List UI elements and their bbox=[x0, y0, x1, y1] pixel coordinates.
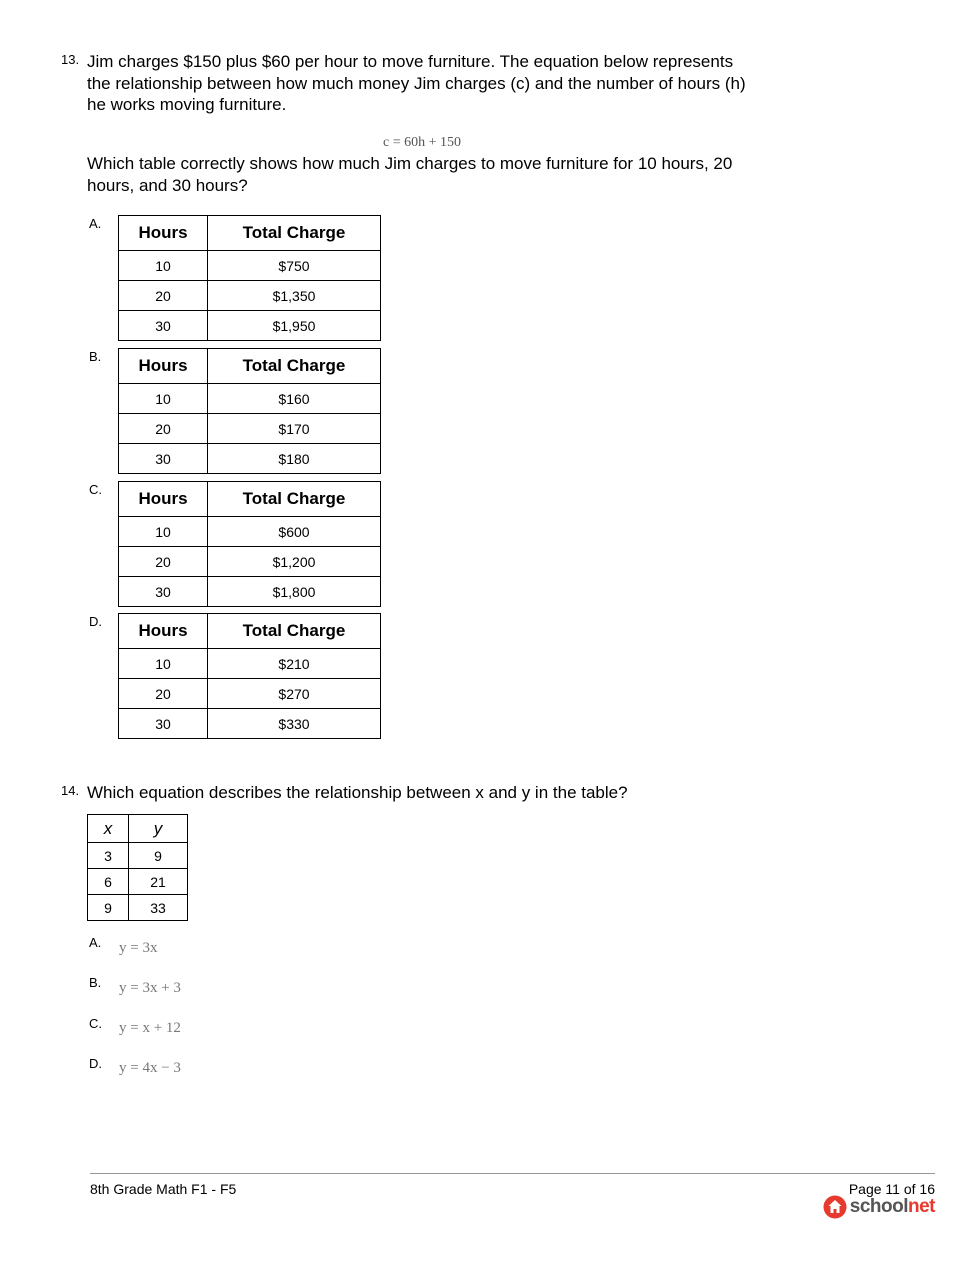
logo-wordmark bbox=[850, 1196, 935, 1218]
q13-equation: c = 60h + 150 bbox=[383, 135, 462, 150]
total-charge-header: Total Charge bbox=[208, 614, 381, 649]
q13-option-a-table bbox=[118, 215, 381, 341]
y-cell: 33 bbox=[129, 895, 188, 921]
table-row bbox=[119, 311, 381, 341]
hours-cell: 20 bbox=[119, 547, 208, 577]
hours-cell: 10 bbox=[119, 251, 208, 281]
x-cell: 9 bbox=[88, 895, 129, 921]
q13-option-b-letter[interactable]: B. bbox=[89, 349, 102, 364]
q14-number: 14. bbox=[61, 783, 80, 798]
hours-cell: 10 bbox=[119, 517, 208, 547]
hours-cell: 10 bbox=[119, 384, 208, 414]
logo-text-school: school bbox=[849, 1196, 908, 1217]
charge-cell: $210 bbox=[208, 649, 381, 679]
charge-cell: $1,200 bbox=[208, 547, 381, 577]
q14-option-a-letter[interactable]: A. bbox=[89, 935, 102, 950]
table-row bbox=[119, 709, 381, 739]
table-row bbox=[119, 444, 381, 474]
q13-text-line3: he works moving furniture. bbox=[87, 95, 287, 114]
q13-option-d-letter[interactable]: D. bbox=[89, 614, 102, 629]
q14-option-b-letter[interactable]: B. bbox=[89, 975, 102, 990]
page-number: Page 11 of 16 bbox=[848, 1181, 935, 1197]
q14-option-c-equation: y = x + 12 bbox=[119, 1020, 181, 1036]
q13-question bbox=[87, 153, 732, 196]
y-cell: 9 bbox=[129, 843, 188, 869]
q13-text bbox=[87, 51, 746, 116]
hours-cell: 20 bbox=[119, 679, 208, 709]
x-cell: 6 bbox=[88, 869, 129, 895]
hours-header: Hours bbox=[119, 614, 208, 649]
table-row bbox=[119, 649, 381, 679]
home-icon bbox=[823, 1195, 847, 1219]
charge-cell: $600 bbox=[208, 517, 381, 547]
hours-header: Hours bbox=[119, 349, 208, 384]
table-row bbox=[88, 895, 188, 921]
table-row bbox=[119, 679, 381, 709]
hours-cell: 30 bbox=[119, 311, 208, 341]
footer-title: 8th Grade Math F1 - F5 bbox=[90, 1181, 237, 1197]
q13-question-line2: hours, and 30 hours? bbox=[87, 175, 248, 195]
logo-text-net: net bbox=[908, 1196, 935, 1217]
charge-cell: $1,800 bbox=[208, 577, 381, 607]
q13-option-b-table bbox=[118, 348, 381, 474]
hours-cell: 30 bbox=[119, 709, 208, 739]
q13-option-c-letter[interactable]: C. bbox=[89, 482, 102, 497]
q14-option-c-letter[interactable]: C. bbox=[89, 1016, 102, 1031]
charge-cell: $180 bbox=[208, 444, 381, 474]
table-row bbox=[119, 517, 381, 547]
table-row bbox=[119, 577, 381, 607]
table-row bbox=[88, 869, 188, 895]
total-charge-header: Total Charge bbox=[208, 349, 381, 384]
hours-cell: 30 bbox=[119, 444, 208, 474]
charge-cell: $170 bbox=[208, 414, 381, 444]
q13-option-a-letter[interactable]: A. bbox=[89, 216, 102, 231]
table-row bbox=[119, 251, 381, 281]
table-row bbox=[119, 547, 381, 577]
hours-header: Hours bbox=[119, 482, 208, 517]
charge-cell: $750 bbox=[208, 251, 381, 281]
charge-cell: $1,350 bbox=[208, 281, 381, 311]
q13-question-line1: Which table correctly shows how much Jim charges to move furniture for 10 hours, 20 bbox=[87, 154, 733, 173]
footer-divider bbox=[90, 1173, 935, 1174]
q14-option-a-equation: y = 3x bbox=[119, 940, 158, 956]
q13-text-line1: Jim charges $150 plus $60 per hour to move furniture. The equation below represents bbox=[87, 52, 734, 71]
q13-option-c-table bbox=[118, 481, 381, 607]
hours-cell: 20 bbox=[119, 281, 208, 311]
x-cell: 3 bbox=[88, 843, 129, 869]
table-row bbox=[88, 843, 188, 869]
charge-cell: $330 bbox=[208, 709, 381, 739]
total-charge-header: Total Charge bbox=[208, 216, 381, 251]
q13-text-line2: the relationship between how much money Jim charges (c) and the number of hours (h) bbox=[87, 73, 746, 93]
q14-option-d-equation: y = 4x − 3 bbox=[119, 1060, 181, 1076]
table-row bbox=[119, 384, 381, 414]
hours-header: Hours bbox=[119, 216, 208, 251]
schoolnet-logo bbox=[823, 1195, 935, 1219]
hours-cell: 30 bbox=[119, 577, 208, 607]
total-charge-header: Total Charge bbox=[208, 482, 381, 517]
table-row bbox=[119, 414, 381, 444]
q14-option-d-letter[interactable]: D. bbox=[89, 1056, 102, 1071]
charge-cell: $1,950 bbox=[208, 311, 381, 341]
q13-option-d-table bbox=[118, 613, 381, 739]
table-row bbox=[119, 281, 381, 311]
q14-text: Which equation describes the relationship between x and y in the table? bbox=[87, 783, 628, 802]
q14-xy-table bbox=[87, 814, 188, 921]
hours-cell: 20 bbox=[119, 414, 208, 444]
q13-number: 13. bbox=[61, 52, 80, 67]
charge-cell: $160 bbox=[208, 384, 381, 414]
hours-cell: 10 bbox=[119, 649, 208, 679]
x-header: x bbox=[88, 815, 129, 843]
q14-option-b-equation: y = 3x + 3 bbox=[119, 980, 181, 996]
y-cell: 21 bbox=[129, 869, 188, 895]
y-header: y bbox=[129, 815, 188, 843]
charge-cell: $270 bbox=[208, 679, 381, 709]
